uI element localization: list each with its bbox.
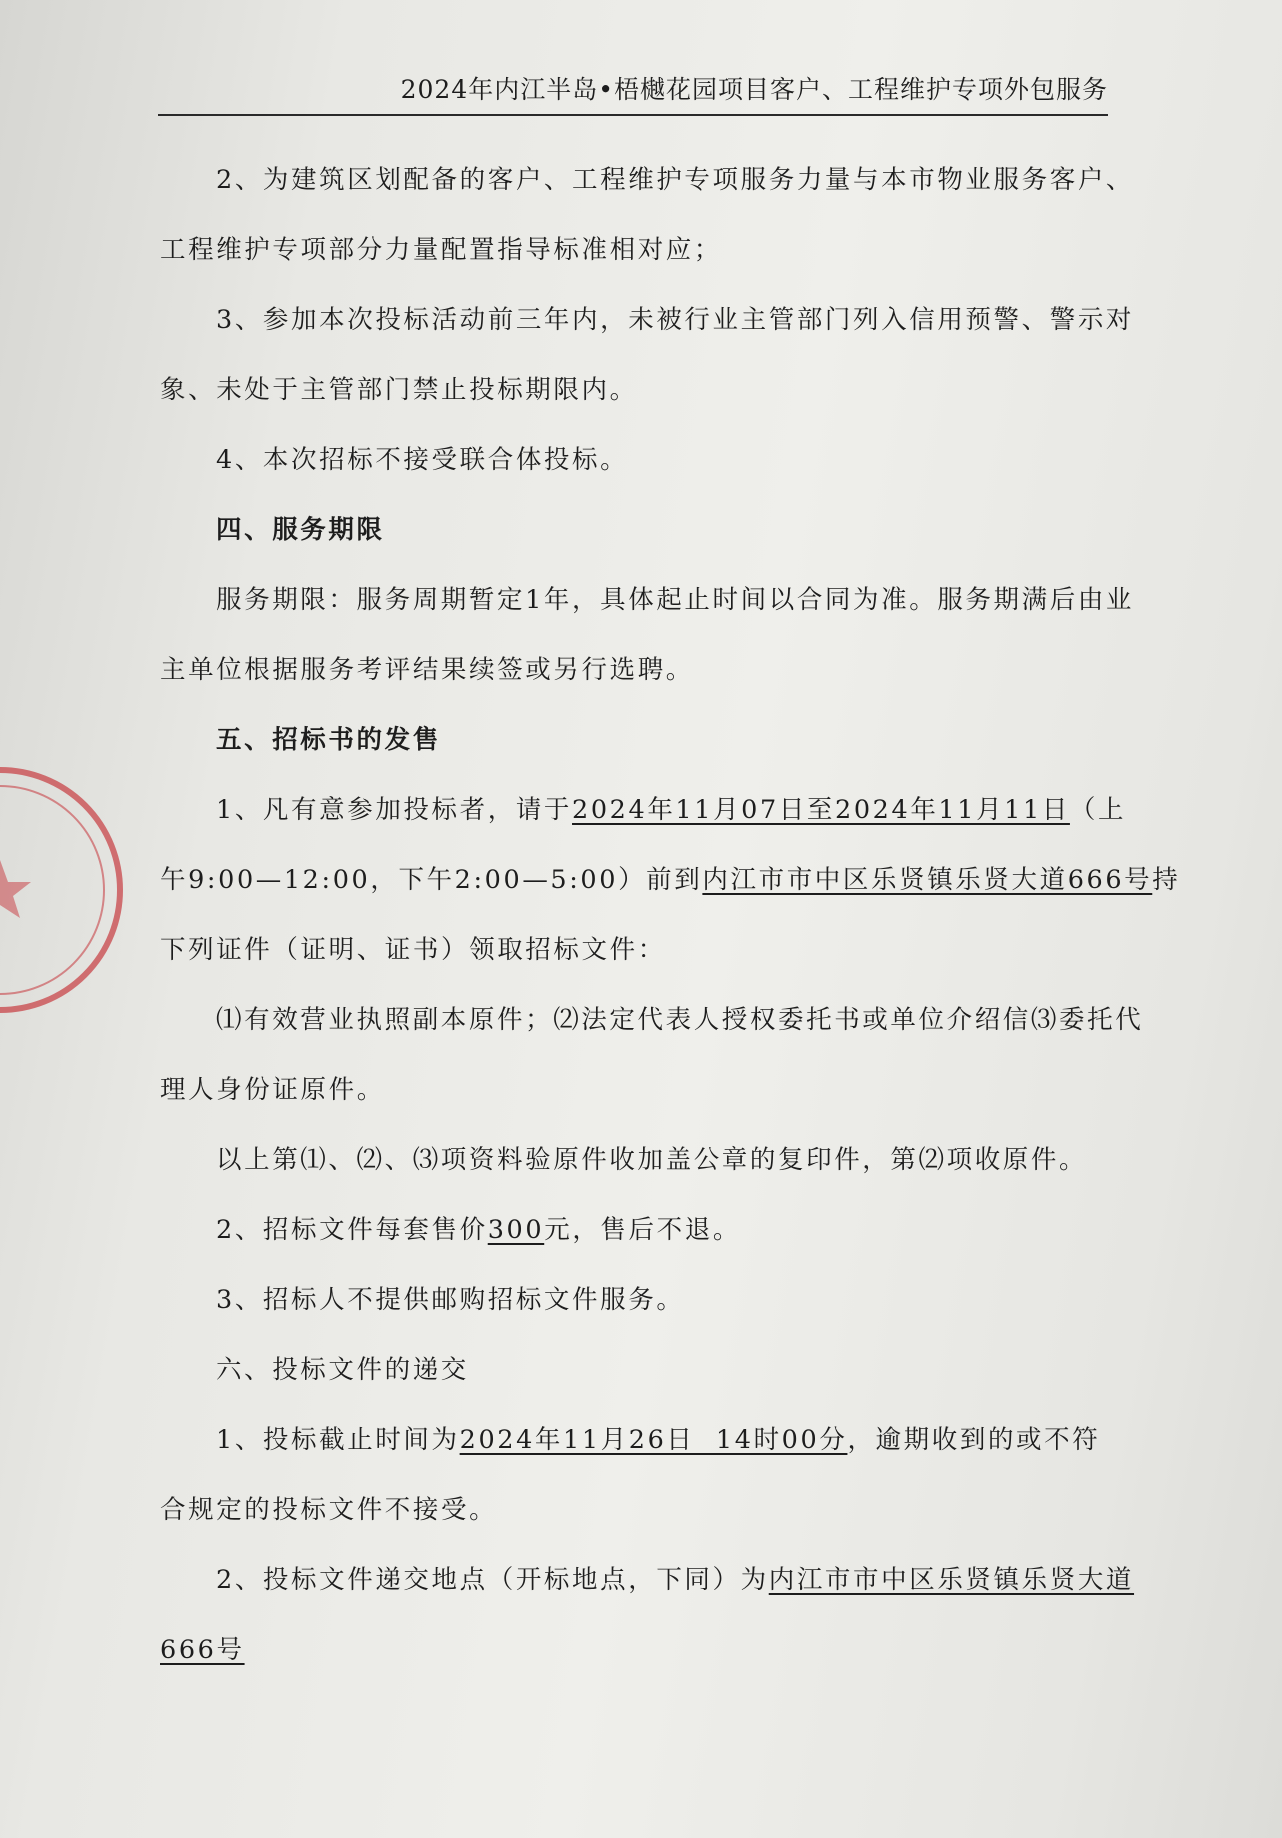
text-segment: 1、投标截止时间为 bbox=[216, 1425, 460, 1455]
bid-address-number: 666号 bbox=[160, 1635, 245, 1665]
paragraph-line bbox=[160, 845, 1181, 915]
paragraph-line: 理人身份证原件。 bbox=[160, 1075, 385, 1105]
paragraph-line: 4、本次招标不接受联合体投标。 bbox=[216, 445, 629, 475]
text-segment: 2、招标文件每套售价 bbox=[216, 1215, 488, 1245]
sale-period: 2024年11月07日至2024年11月11日 bbox=[572, 795, 1070, 825]
paragraph-line bbox=[160, 1405, 1100, 1475]
section-heading-4: 四、服务期限 bbox=[216, 515, 385, 545]
text-segment: 午9:00—12:00，下午2:00—5:00）前到 bbox=[160, 865, 703, 895]
section-heading-6: 六、投标文件的递交 bbox=[216, 1355, 469, 1385]
bid-address: 内江市市中区乐贤镇乐贤大道 bbox=[768, 1565, 1135, 1595]
bid-deadline: 2024年11月26日 14时00分 bbox=[459, 1425, 848, 1455]
text-segment: （上 bbox=[1069, 795, 1127, 825]
paragraph-line: 3、参加本次投标活动前三年内，未被行业主管部门列入信用预警、警示对 bbox=[216, 305, 1135, 335]
section-heading-5: 五、招标书的发售 bbox=[216, 725, 441, 755]
text-segment: 元，售后不退。 bbox=[544, 1215, 741, 1245]
paragraph-line bbox=[160, 1615, 1100, 1685]
text-segment: 2、投标文件递交地点（开标地点，下同）为 bbox=[216, 1565, 769, 1595]
header-title: 2024年内江半岛•梧樾花园项目客户、工程维护专项外包服务 bbox=[400, 75, 1108, 104]
paragraph-line: ⑴有效营业执照副本原件；⑵法定代表人授权委托书或单位介绍信⑶委托代 bbox=[216, 1005, 1144, 1035]
paragraph-line: 以上第⑴、⑵、⑶项资料验原件收加盖公章的复印件，第⑵项收原件。 bbox=[216, 1145, 1088, 1175]
paragraph-line: 工程维护专项部分力量配置指导标准相对应； bbox=[160, 235, 723, 265]
text-segment: 1、凡有意参加投标者，请于 bbox=[216, 795, 573, 825]
paragraph-line: 下列证件（证明、证书）领取招标文件： bbox=[160, 935, 666, 965]
paragraph-line: 象、未处于主管部门禁止投标期限内。 bbox=[160, 375, 638, 405]
document-body bbox=[160, 145, 1181, 1685]
paragraph-line bbox=[160, 775, 1127, 845]
paragraph-line: 2、为建筑区划配备的客户、工程维护专项服务力量与本市物业服务客户、 bbox=[216, 165, 1135, 195]
page-header bbox=[158, 70, 1108, 116]
paragraph-line: 3、招标人不提供邮购招标文件服务。 bbox=[216, 1285, 685, 1315]
paragraph-line: 主单位根据服务考评结果续签或另行选聘。 bbox=[160, 655, 694, 685]
paragraph-line bbox=[160, 1195, 1100, 1265]
paragraph-line: 服务期限：服务周期暂定1年，具体起止时间以合同为准。服务期满后由业 bbox=[216, 585, 1135, 615]
text-segment: ，逾期收到的或不符 bbox=[847, 1425, 1101, 1455]
document-price: 300 bbox=[487, 1215, 545, 1245]
sale-address: 内江市市中区乐贤镇乐贤大道666号 bbox=[702, 865, 1153, 895]
text-segment: 持 bbox=[1152, 865, 1181, 895]
red-seal-stamp bbox=[0, 740, 125, 1040]
paragraph-line: 合规定的投标文件不接受。 bbox=[160, 1495, 498, 1525]
paragraph-line bbox=[160, 1545, 1135, 1615]
